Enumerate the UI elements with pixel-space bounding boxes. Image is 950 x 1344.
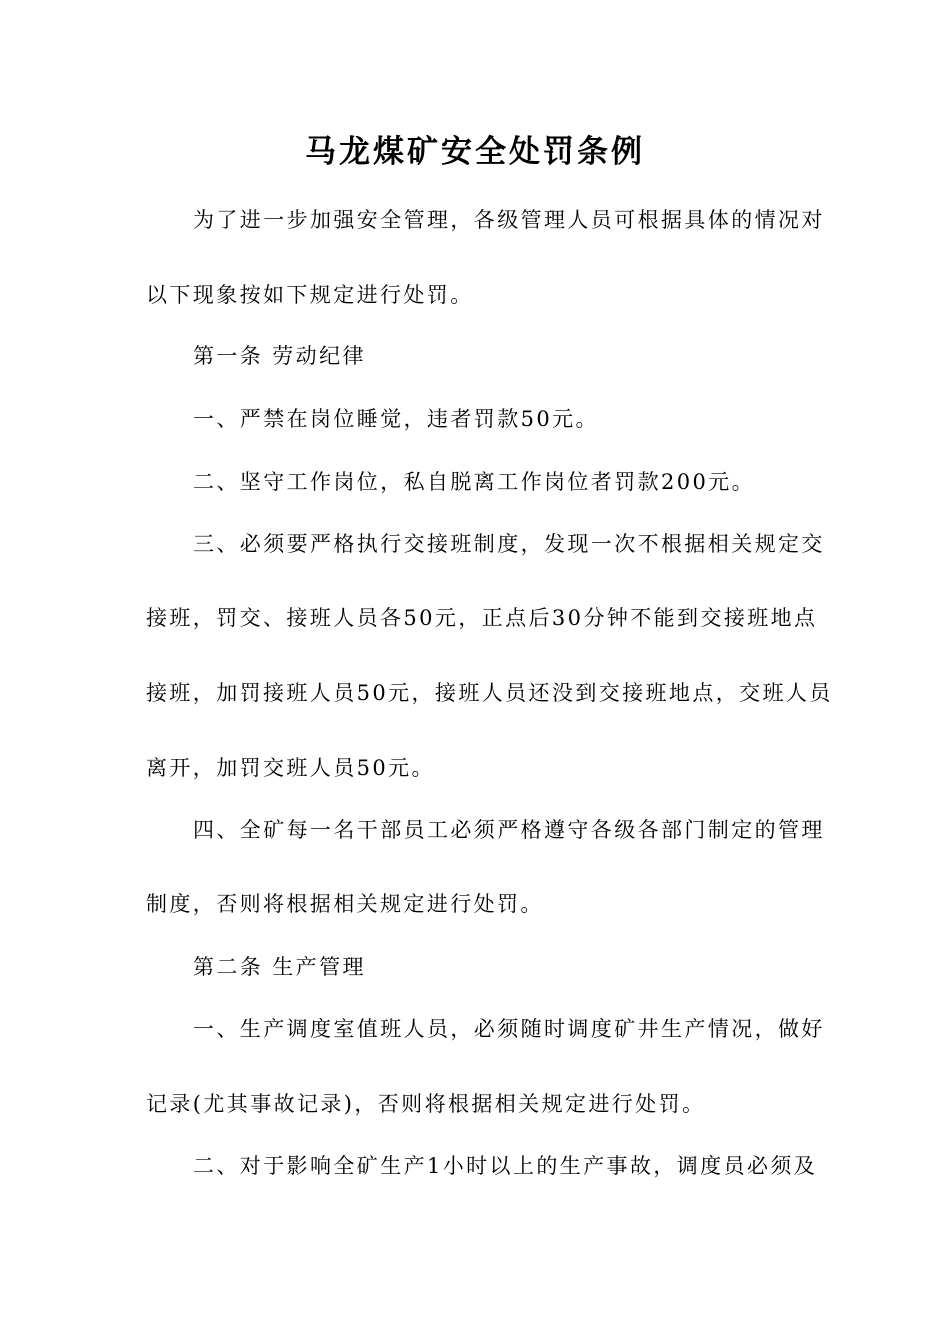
clause-1-2: 二、坚守工作岗位，私自脱离工作岗位者罚款200元。 [193, 470, 756, 494]
clause-1-4-line-2: 制度，否则将根据相关规定进行处罚。 [146, 892, 544, 916]
paragraph-intro-line-2: 以下现象按如下规定进行处罚。 [146, 283, 474, 307]
section-heading-article-2: 第二条 生产管理 [193, 955, 366, 979]
section-heading-article-1: 第一条 劳动纪律 [193, 344, 366, 368]
clause-1-3-line-2: 接班，罚交、接班人员各50元，正点后30分钟不能到交接班地点 [146, 606, 818, 630]
clause-1-3-line-3: 接班，加罚接班人员50元，接班人员还没到交接班地点，交班人员 [146, 681, 833, 705]
paragraph-intro-line-1: 为了进一步加强安全管理，各级管理人员可根据具体的情况对 [193, 208, 825, 232]
clause-1-3-line-4: 离开，加罚交班人员50元。 [146, 756, 435, 780]
clause-2-2-line-1: 二、对于影响全矿生产1小时以上的生产事故，调度员必须及 [193, 1154, 818, 1178]
document-title: 马龙煤矿安全处罚条例 [305, 134, 645, 170]
clause-1-3-line-1: 三、必须要严格执行交接班制度，发现一次不根据相关规定交 [193, 532, 825, 556]
clause-2-1-line-2: 记录(尤其事故记录)，否则将根据相关规定进行处罚。 [146, 1092, 706, 1116]
clause-1-4-line-1: 四、全矿每一名干部员工必须严格遵守各级各部门制定的管理 [193, 818, 825, 842]
clause-1-1: 一、严禁在岗位睡觉，违者罚款50元。 [193, 407, 599, 431]
clause-2-1-line-1: 一、生产调度室值班人员，必须随时调度矿井生产情况，做好 [193, 1017, 825, 1041]
